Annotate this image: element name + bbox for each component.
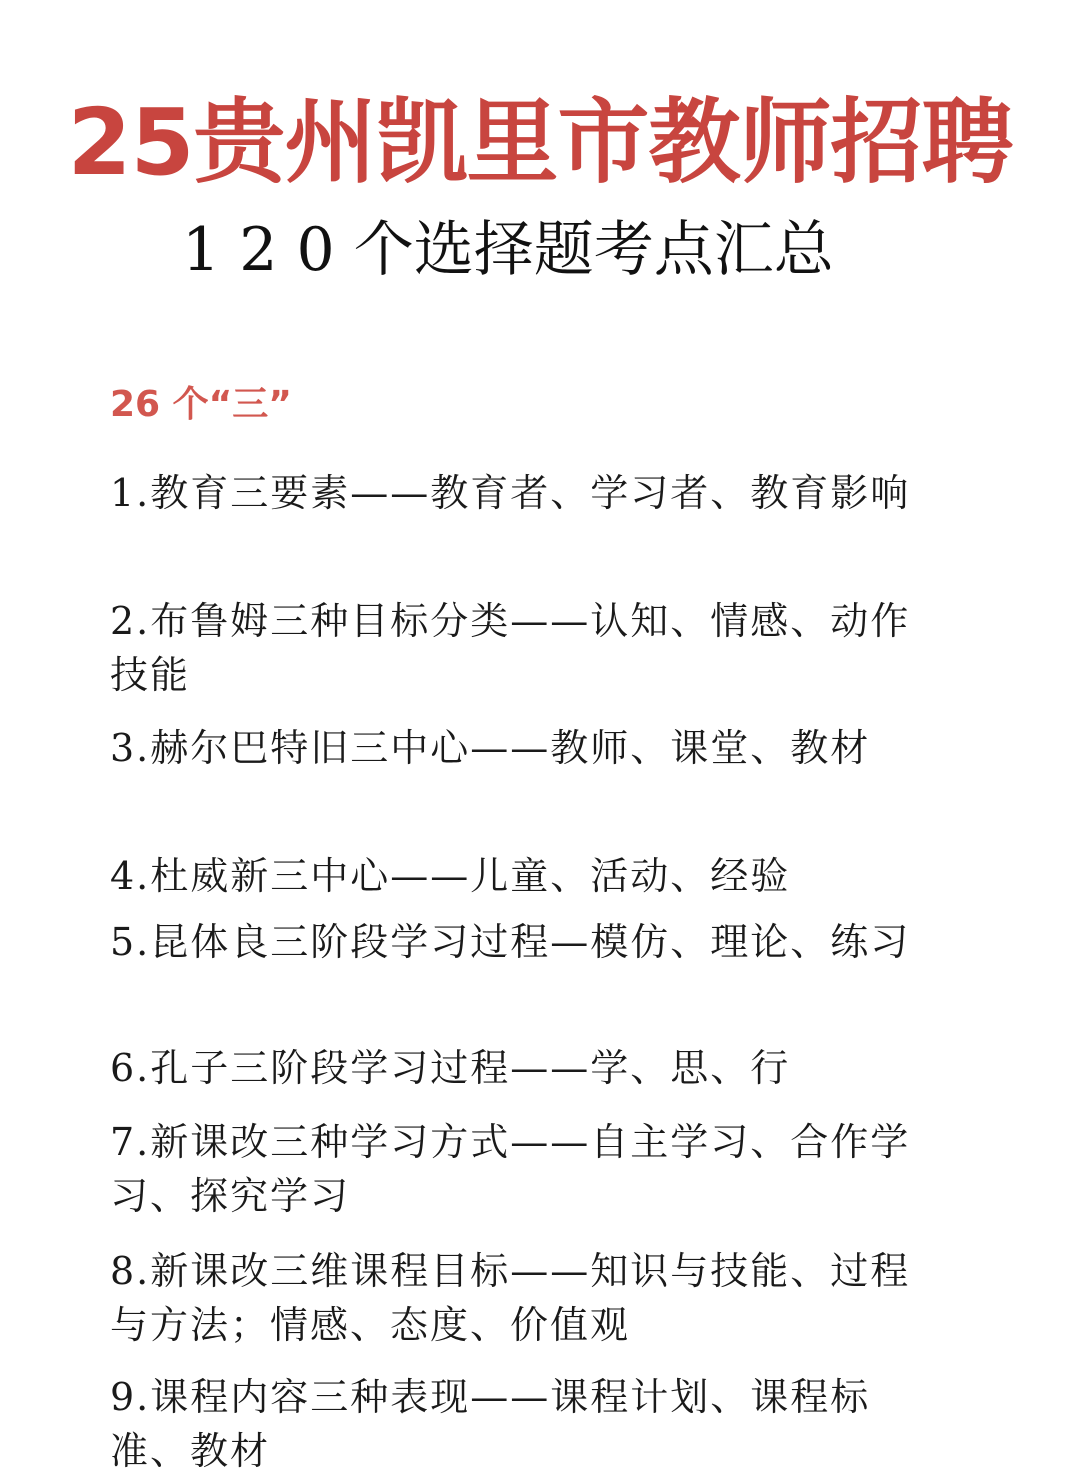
list-item: 1.教育三要素——教育者、学习者、教育影响 [110,471,911,515]
list-item: 2.布鲁姆三种目标分类——认知、情感、动作技能 [110,599,911,697]
list-item: 4.杜威新三中心——儿童、活动、经验 [110,854,791,898]
list-item: 5.昆体良三阶段学习过程—模仿、理论、练习 [110,920,911,964]
list-item: 7.新课改三种学习方式——自主学习、合作学习、探究学习 [110,1120,911,1218]
list-item: 6.孔子三阶段学习过程——学、思、行 [110,1046,791,1090]
page-subtitle: 1 2 0 个选择题考点汇总 [182,215,834,285]
list-item: 3.赫尔巴特旧三中心——教师、课堂、教材 [110,726,871,770]
list-item: 8.新课改三维课程目标——知识与技能、过程与方法；情感、态度、价值观 [110,1249,911,1347]
section-heading: 26 个“三” [110,384,292,425]
list-item: 9.课程内容三种表现——课程计划、课程标准、教材 [110,1375,871,1473]
page-title: 25贵州凯里市教师招聘 [67,89,1013,196]
